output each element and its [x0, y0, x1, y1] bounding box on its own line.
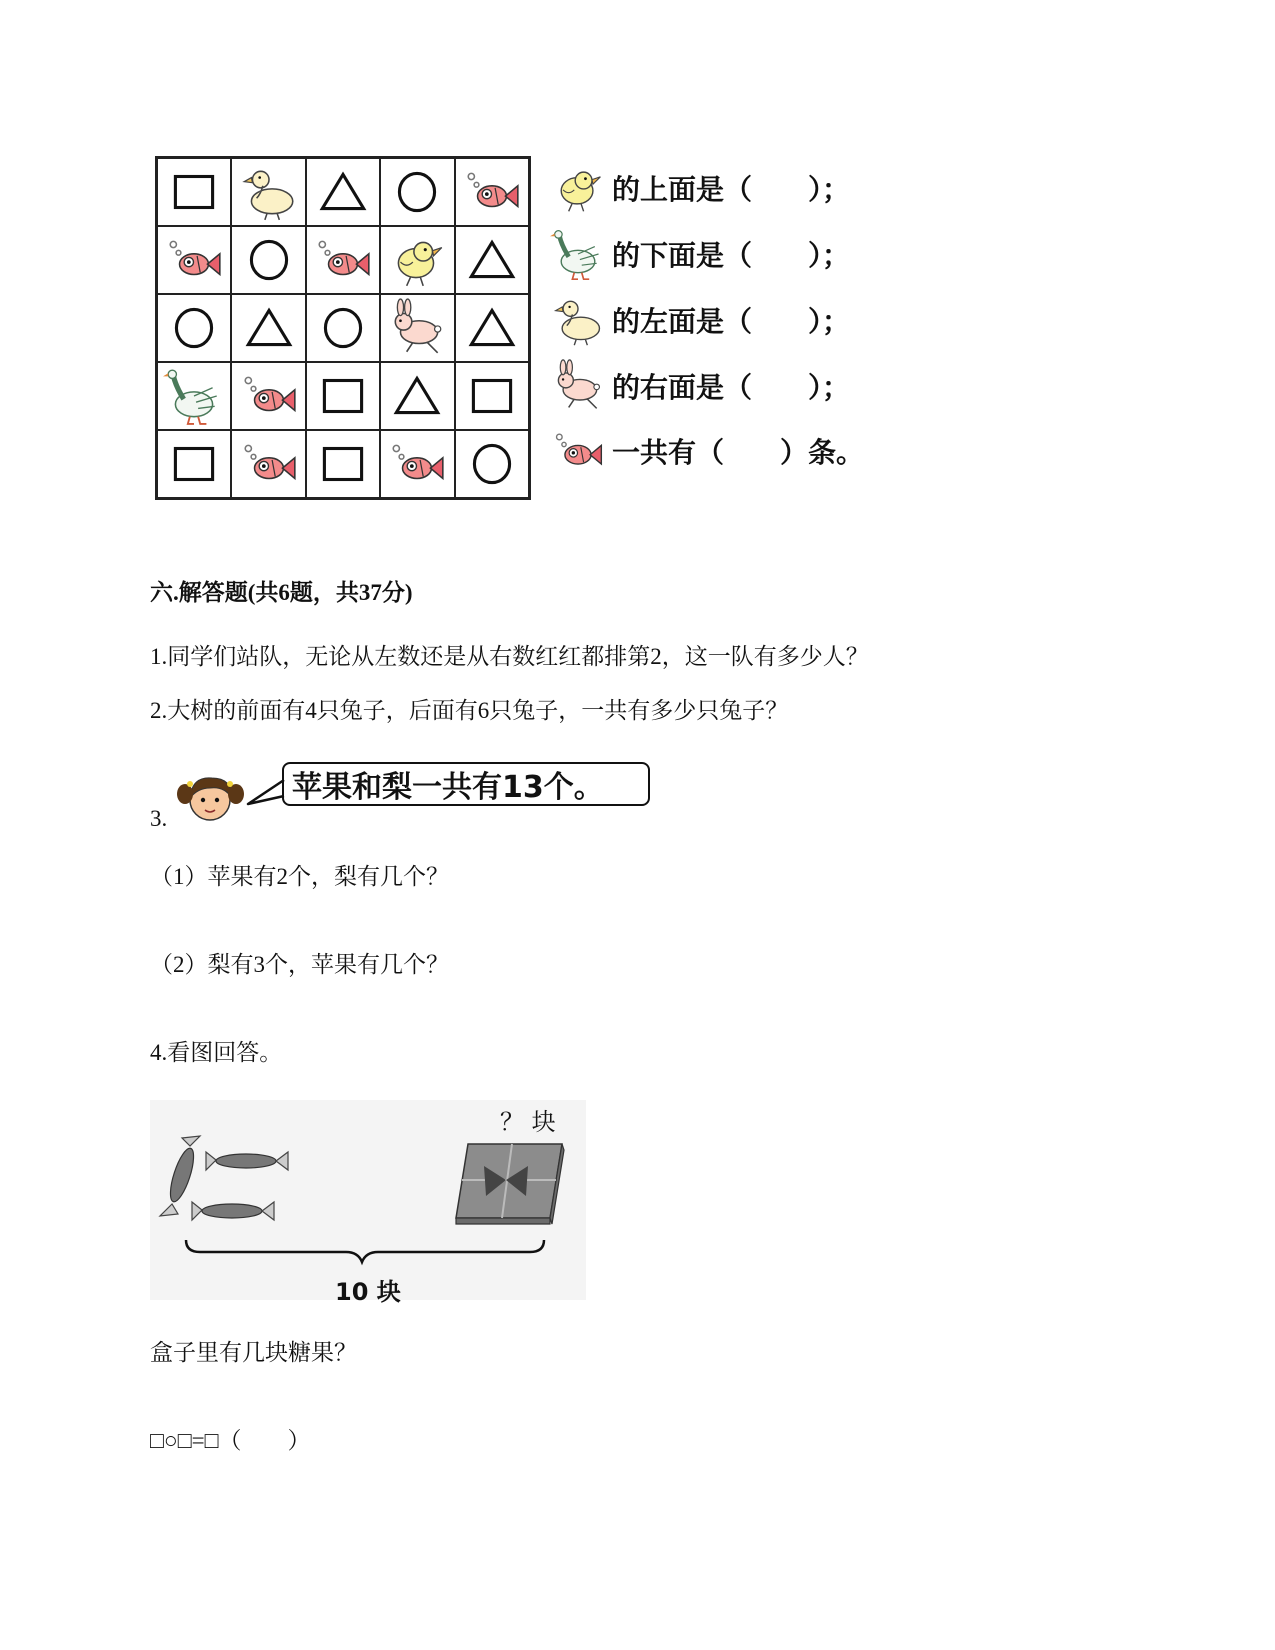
fish-icon [238, 433, 300, 495]
circle-icon [386, 161, 448, 223]
question-3-sub-2: （2）梨有3个，苹果有几个？ [150, 952, 449, 977]
grid-question-text: 一共有（ ）条。 [612, 436, 865, 469]
grid-cell [157, 362, 231, 430]
grid-question [550, 421, 864, 481]
candy-icon [192, 1202, 274, 1220]
grid-cell [380, 226, 454, 294]
grid-question [550, 290, 850, 350]
grid-question [550, 158, 850, 218]
fish-icon [312, 229, 374, 291]
circle-icon [163, 297, 225, 359]
grid-cell [157, 430, 231, 498]
square-icon [163, 433, 225, 495]
grid-question-text: 的左面是（ ）； [612, 305, 851, 338]
triangle-icon [461, 297, 523, 359]
square-icon [461, 365, 523, 427]
square-icon [312, 365, 374, 427]
circle-icon [312, 297, 374, 359]
grid-cell [455, 362, 529, 430]
grid-cell [306, 362, 380, 430]
answer-formula: □○□=□（ ） [150, 1428, 311, 1453]
fish-icon [386, 433, 448, 495]
section-title: 六.解答题(共6题，共37分) [150, 580, 413, 605]
question-1: 1.同学们站队，无论从左数还是从右数红红都排第2，这一队有多少人？ [150, 644, 869, 669]
grid-cell [306, 430, 380, 498]
grid-cell [380, 294, 454, 362]
grid-cell [231, 226, 305, 294]
brace [186, 1240, 544, 1262]
rabbit-icon [550, 358, 606, 414]
duck-icon [550, 292, 606, 348]
gift-box-icon [456, 1144, 564, 1224]
triangle-icon [461, 229, 523, 291]
chick-icon [386, 229, 448, 291]
grid-question [550, 224, 850, 284]
triangle-icon [312, 161, 374, 223]
grid-cell [157, 226, 231, 294]
chick-icon [550, 160, 606, 216]
grid-cell [157, 158, 231, 226]
grid-cell [231, 294, 305, 362]
grid-cell [306, 226, 380, 294]
grid-cell [157, 294, 231, 362]
square-icon [312, 433, 374, 495]
triangle-icon [238, 297, 300, 359]
question-4: 4.看图回答。 [150, 1040, 283, 1065]
total-count-label: 10 块 [335, 1278, 401, 1306]
question-4-text: 盒子里有几块糖果？ [150, 1340, 357, 1365]
grid-cell [306, 294, 380, 362]
grid-question [550, 356, 850, 416]
grid-cell [231, 362, 305, 430]
grid-cell [380, 158, 454, 226]
fish-icon [461, 161, 523, 223]
fish-icon [550, 423, 606, 479]
grid-cell [455, 294, 529, 362]
position-grid [155, 156, 531, 500]
grid-cell [380, 362, 454, 430]
girl-face-icon [176, 770, 248, 833]
question-3-sub-1: （1）苹果有2个，梨有几个？ [150, 864, 449, 889]
grid-cell [455, 430, 529, 498]
candy-icon [206, 1152, 288, 1170]
grid-question-text: 的右面是（ ）； [612, 371, 851, 404]
question-2: 2.大树的前面有4只兔子，后面有6只兔子，一共有多少只兔子？ [150, 698, 789, 723]
speech-bubble: 苹果和梨一共有13个。 [282, 762, 650, 806]
circle-icon [238, 229, 300, 291]
fish-icon [163, 229, 225, 291]
question-3-number: 3. [150, 806, 168, 831]
grid-cell [231, 158, 305, 226]
grid-cell [455, 158, 529, 226]
circle-icon [461, 433, 523, 495]
unknown-count-label: ？ 块 [500, 1108, 556, 1136]
rabbit-icon [386, 297, 448, 359]
grid-cell [455, 226, 529, 294]
triangle-icon [386, 365, 448, 427]
speech-tail [246, 776, 286, 806]
grid-cell [380, 430, 454, 498]
grid-cell [231, 430, 305, 498]
grid-cell [306, 158, 380, 226]
grid-question-text: 的上面是（ ）； [612, 173, 851, 206]
goose-icon [163, 365, 225, 427]
grid-question-text: 的下面是（ ）； [612, 239, 851, 272]
duck-icon [238, 161, 300, 223]
square-icon [163, 161, 225, 223]
goose-icon [550, 226, 606, 282]
fish-icon [238, 365, 300, 427]
